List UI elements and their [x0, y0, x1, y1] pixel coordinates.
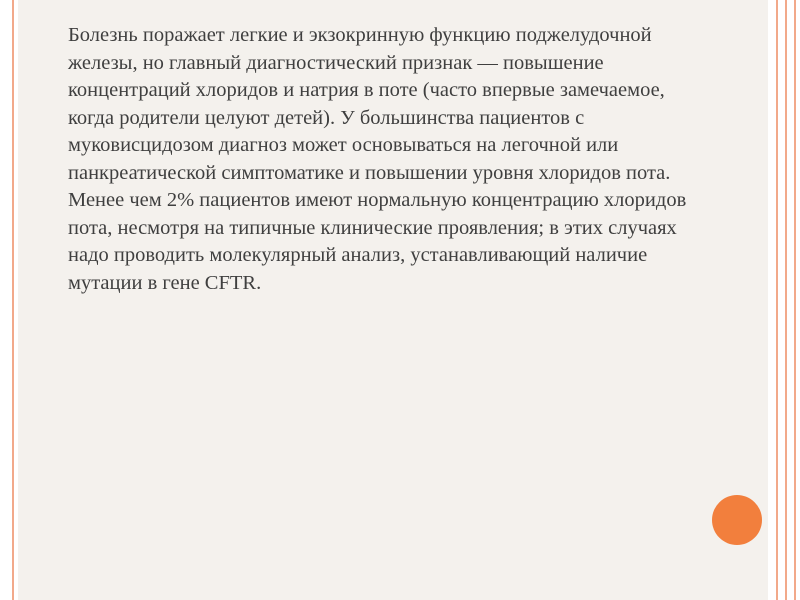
bullet-item: [44, 22, 704, 297]
bullet-text: Болезнь поражает легкие и экзокринную функцию поджелудочной железы, но главный диагностический признак — повышение концентраций хлоридов и натрия в поте (часто впервые замечаемое, когда родители целуют детей). У большинства пациентов с муковисцидозом диагноз может основываться на легочной или панкреатической симптоматике и повышении уровня хлоридов пота. Менее чем 2% пациентов имеют нормальную концентрацию хлоридов пота, несмотря на типичные клинические проявления; в этих случаях надо проводить молекулярный анализ, устанавливающий наличие мутации в гене CFTR.: [68, 24, 687, 294]
left-decorative-line: [12, 0, 14, 600]
right-decorative-line-3: [794, 0, 796, 600]
slide-content: [44, 22, 704, 297]
decorative-circle: [712, 495, 762, 545]
right-decorative-line-1: [776, 0, 778, 600]
right-decorative-line-2: [785, 0, 787, 600]
